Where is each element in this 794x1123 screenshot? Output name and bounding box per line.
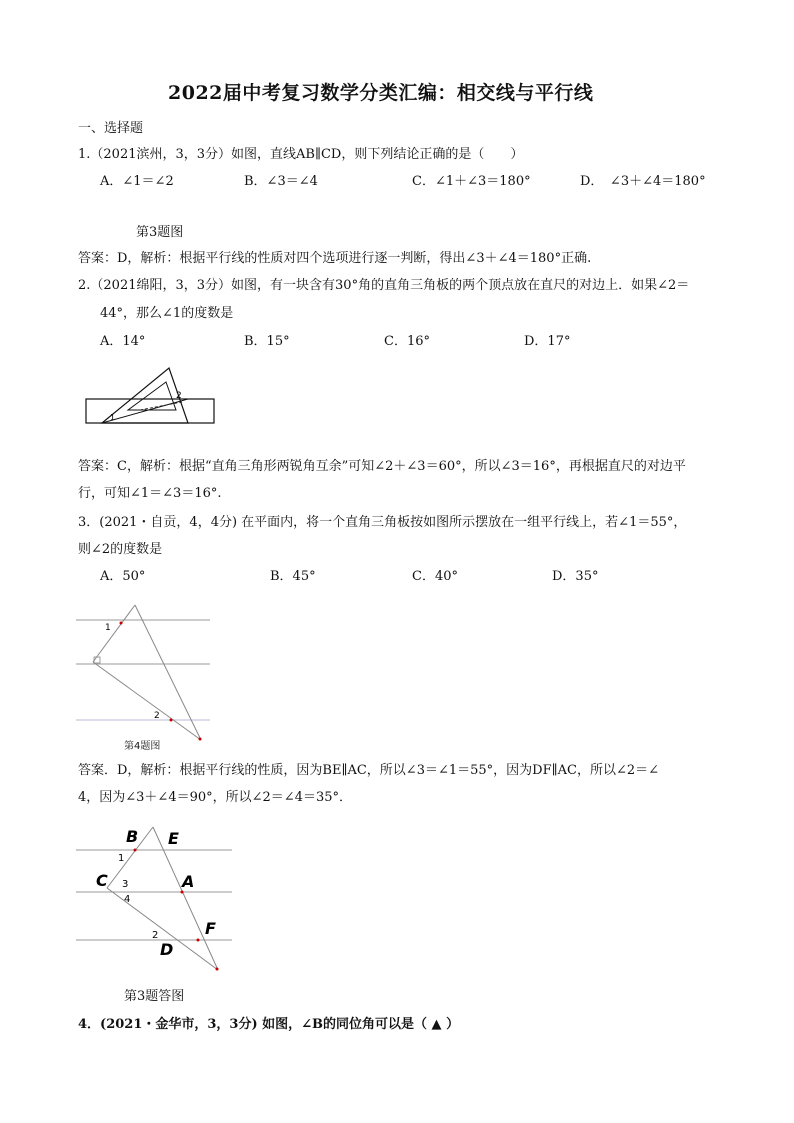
q1-option-a: A．∠1＝∠2 bbox=[100, 174, 174, 189]
q2-option-d: D．17° bbox=[524, 334, 571, 349]
q2-answer-line1: 答案：C，解析：根据“直角三角形两锐角互余”可知∠2＋∠3＝60°，所以∠3＝16°，再根据直尺的对边平 bbox=[78, 459, 686, 474]
q3-figure-label-2: 2 bbox=[154, 711, 160, 721]
q3-answer-label-d: D bbox=[160, 940, 174, 959]
q2-stem-line2: 44°，那么∠1的度数是 bbox=[100, 306, 234, 321]
q3-answer-label-1: 1 bbox=[118, 853, 125, 864]
q1-answer: 答案：D，解析：根据平行线的性质对四个选项进行逐一判断，得出∠3＋∠4＝180°正确. bbox=[78, 251, 592, 266]
q3-figure-caption: 第4题图 bbox=[124, 741, 161, 752]
q2-figure-label-1: 1 bbox=[110, 413, 116, 422]
q3-figure-label-1: 1 bbox=[105, 623, 111, 633]
q3-stem-line2: 则∠2的度数是 bbox=[78, 542, 163, 557]
q3-answer-label-f: F bbox=[205, 919, 216, 938]
q3-option-b: B．45° bbox=[270, 569, 316, 584]
q1-figure-caption: 第3题图 bbox=[136, 225, 184, 240]
q2-figure-label-2: 2 bbox=[176, 391, 182, 401]
q3-answer-figure bbox=[74, 822, 236, 982]
section-heading: 一、选择题 bbox=[78, 121, 144, 136]
page-title: 2022届中考复习数学分类汇编：相交线与平行线 bbox=[168, 82, 594, 104]
q3-answer-label-c: C bbox=[96, 871, 108, 890]
q1-option-c: C．∠1＋∠3＝180° bbox=[412, 174, 531, 189]
q3-answer-label-e: E bbox=[168, 829, 179, 848]
q3-answer-label-a: A bbox=[182, 872, 195, 891]
q3-option-c: C．40° bbox=[412, 569, 458, 584]
q3-answer-figure-caption: 第3题答图 bbox=[124, 989, 185, 1004]
q1-option-b: B．∠3＝∠4 bbox=[244, 174, 318, 189]
q3-answer-label-2: 2 bbox=[152, 930, 159, 941]
q2-option-c: C．16° bbox=[384, 334, 430, 349]
q2-option-a: A．14° bbox=[100, 334, 146, 349]
q2-answer-line2: 行，可知∠1＝∠3＝16°. bbox=[78, 486, 222, 501]
q3-stem-line1: 3．(2021・自贡，4，4分) 在平面内，将一个直角三角板按如图所示摆放在一组平行线上，若∠1＝55°， bbox=[78, 515, 687, 530]
q3-answer-label-3: 3 bbox=[122, 879, 129, 890]
q3-answer-line1: 答案．D，解析：根据平行线的性质，因为BE∥AC，所以∠3＝∠1＝55°，因为DF∥AC，所以∠2＝∠ bbox=[78, 763, 660, 778]
q4-stem: 4．(2021・金华市，3，3分) 如图，∠B的同位角可以是（ ▲ ） bbox=[78, 1017, 460, 1032]
q3-answer-line2: 4，因为∠3＋∠4＝90°，所以∠2＝∠4＝35°． bbox=[78, 790, 353, 805]
q2-ruler-triangle-figure bbox=[80, 362, 220, 428]
q3-option-d: D．35° bbox=[552, 569, 599, 584]
q1-option-d: D． ∠3＋∠4＝180° bbox=[580, 174, 706, 189]
q3-parallel-lines-figure bbox=[74, 600, 214, 750]
q3-answer-label-4: 4 bbox=[124, 894, 131, 905]
q3-answer-label-b: B bbox=[126, 827, 139, 846]
q1-stem: 1.（2021滨州，3，3分）如图，直线AB∥CD，则下列结论正确的是（ ） bbox=[78, 147, 524, 162]
q3-option-a: A．50° bbox=[100, 569, 146, 584]
q2-option-b: B．15° bbox=[244, 334, 290, 349]
q2-stem-line1: 2.（2021绵阳，3，3分）如图，有一块含有30°角的直角三角板的两个顶点放在直尺的对边上．如果∠2＝ bbox=[78, 278, 690, 293]
